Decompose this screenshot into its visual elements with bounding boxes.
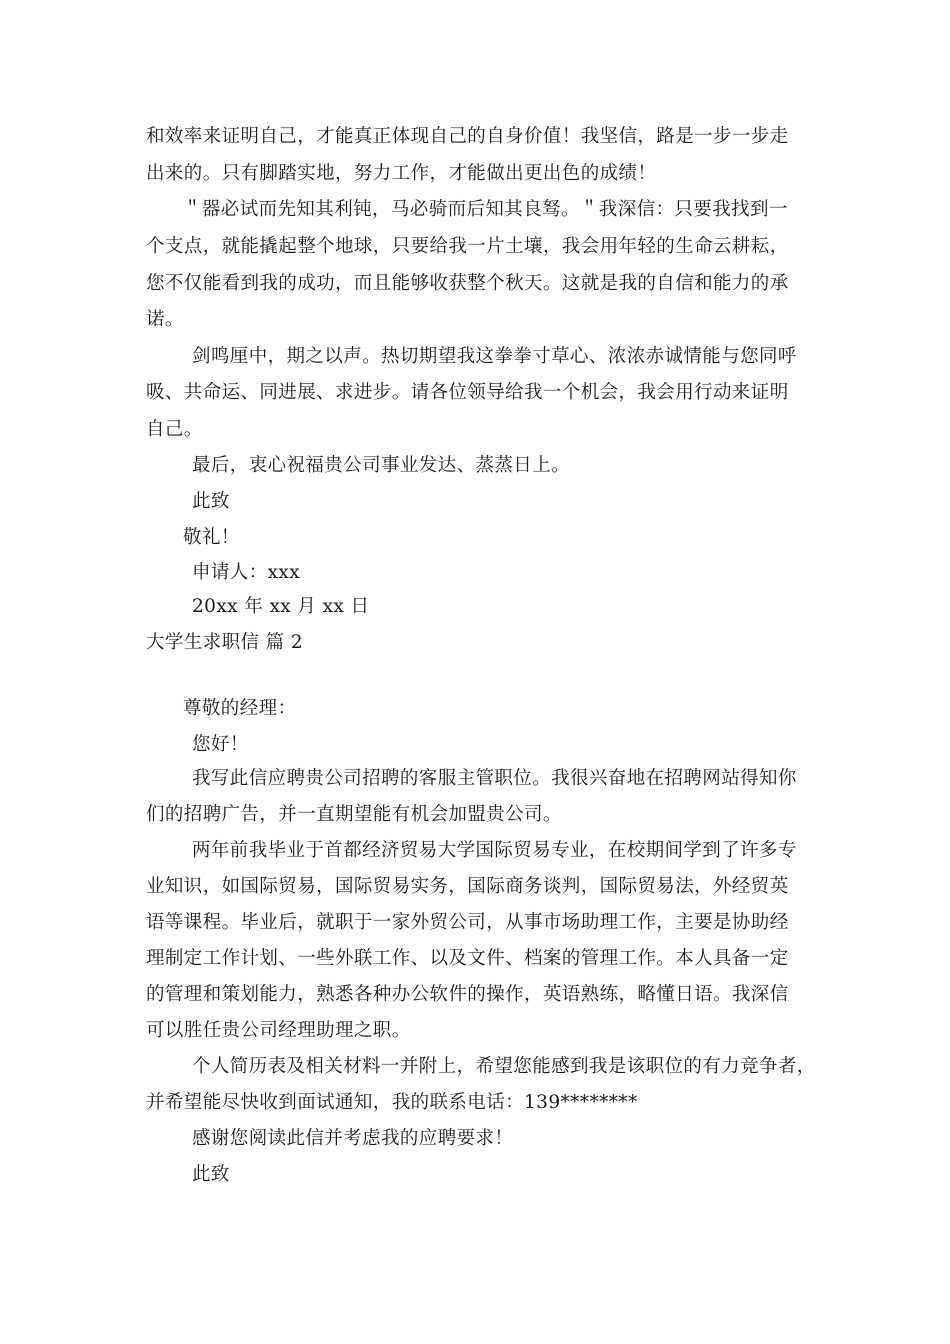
section-heading: 大学生求职信 篇 2 xyxy=(146,632,304,653)
salutation: 尊敬的经理： xyxy=(183,698,297,719)
paragraph-line: 个支点，就能撬起整个地球，只要给我一片土壤，我会用年轻的生命云耕耘， xyxy=(146,236,789,257)
paragraph-line: 们的招聘广告，并一直期望能有机会加盟贵公司。 xyxy=(146,804,562,825)
paragraph-line: 业知识，如国际贸易，国际贸易实务，国际商务谈判，国际贸易法，外经贸英 xyxy=(146,876,789,897)
signature-applicant: 申请人：xxx xyxy=(192,562,301,583)
closing-line: 此致 xyxy=(192,1164,230,1185)
paragraph-line: 的管理和策划能力，熟悉各种办公软件的操作，英语熟练，略懂日语。我深信 xyxy=(146,984,789,1005)
paragraph-line: 和效率来证明自己，才能真正体现自己的自身价值！我坚信，路是一步一步走 xyxy=(146,126,789,147)
signature-date: 20xx 年 xx 月 xx 日 xyxy=(192,596,370,617)
paragraph-line: 您不仅能看到我的成功，而且能够收获整个秋天。这就是我的自信和能力的承 xyxy=(146,273,789,294)
greeting: 您好！ xyxy=(192,734,249,755)
paragraph-line: 最后，衷心祝福贵公司事业发达、蒸蒸日上。 xyxy=(192,455,571,476)
paragraph-line: 感谢您阅读此信并考虑我的应聘要求！ xyxy=(192,1128,514,1149)
paragraph-line: 我写此信应聘贵公司招聘的客服主管职位。我很兴奋地在招聘网站得知你 xyxy=(192,768,797,789)
paragraph-line: 理制定工作计划、一些外联工作、以及文件、档案的管理工作。本人具备一定 xyxy=(146,948,789,969)
paragraph-line: ＂器必试而先知其利钝，马必骑而后知其良驽。＂我深信：只要我找到一 xyxy=(183,199,788,220)
paragraph-line: 自己。 xyxy=(146,419,203,440)
paragraph-line: 可以胜任贵公司经理助理之职。 xyxy=(146,1020,411,1041)
paragraph-line: 语等课程。毕业后，就职于一家外贸公司，从事市场助理工作，主要是协助经 xyxy=(146,912,789,933)
paragraph-line: 并希望能尽快收到面试通知，我的联系电话：139******** xyxy=(146,1092,638,1113)
paragraph-line: 吸、共命运、同进展、求进步。请各位领导给我一个机会，我会用行动来证明 xyxy=(146,382,789,403)
closing-line: 此致 xyxy=(192,491,230,512)
paragraph-line: 个人简历表及相关材料一并附上，希望您能感到我是该职位的有力竞争者， xyxy=(192,1056,816,1077)
paragraph-line: 出来的。只有脚踏实地，努力工作，才能做出更出色的成绩！ xyxy=(146,163,657,184)
paragraph-line: 剑鸣厘中，期之以声。热切期望我这拳拳寸草心、浓浓赤诚情能与您同呼 xyxy=(192,346,797,367)
paragraph-line: 诺。 xyxy=(146,309,184,330)
paragraph-line: 两年前我毕业于首都经济贸易大学国际贸易专业，在校期间学到了许多专 xyxy=(192,840,797,861)
closing-line: 敬礼！ xyxy=(183,527,240,548)
